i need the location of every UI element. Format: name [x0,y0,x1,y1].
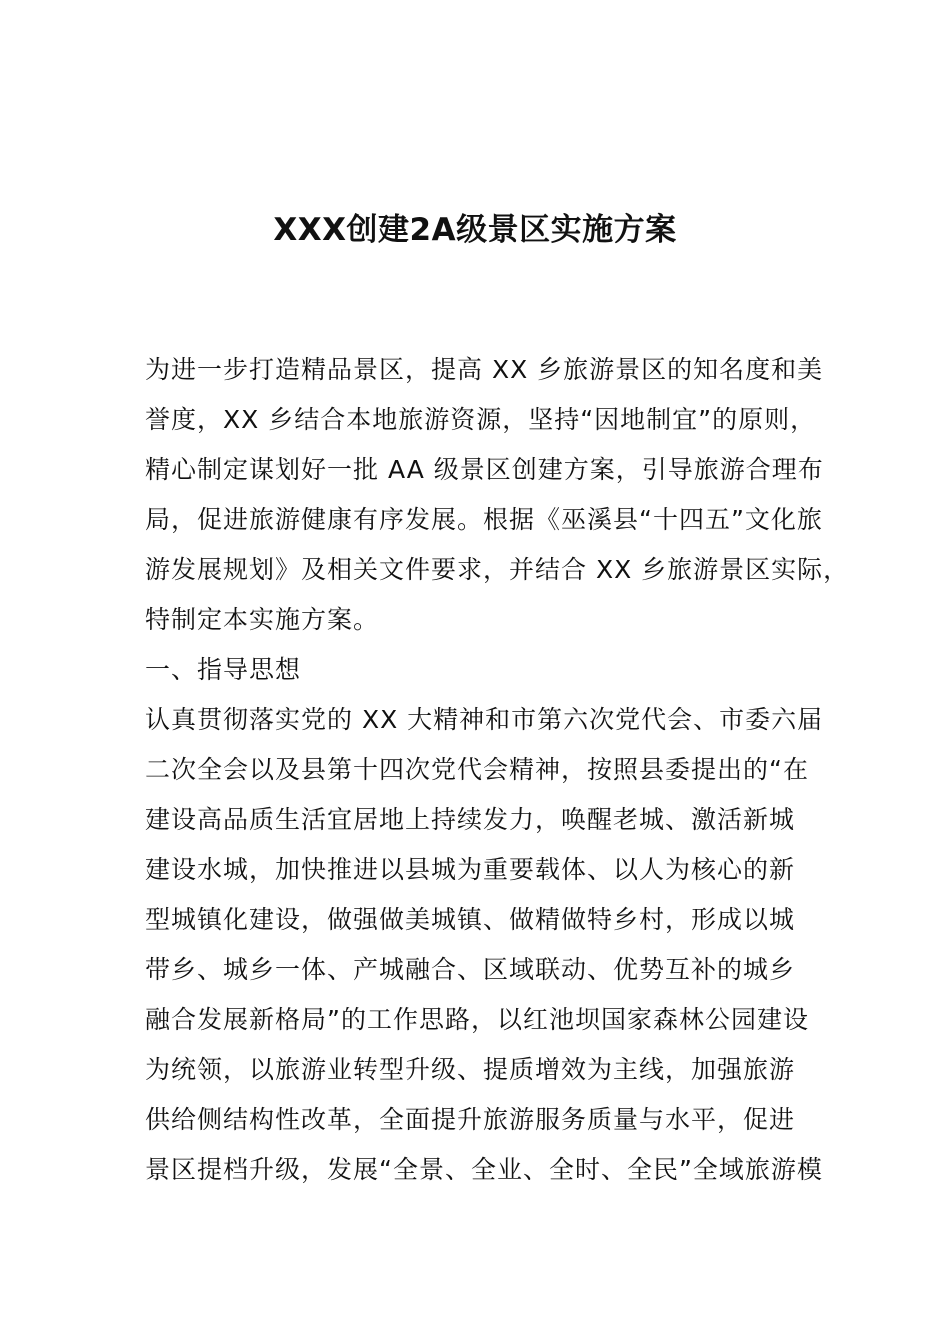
body-line: 游发展规划》及相关文件要求，并结合 XX 乡旅游景区实际， [145,555,850,584]
body-line: 精心制定谋划好一批 AA 级景区创建方案，引导旅游合理布 [145,455,824,484]
body-line: 二次全会以及县第十四次党代会精神，按照县委提出的“在 [145,755,809,784]
body-line: 带乡、城乡一体、产城融合、区域联动、优势互补的城乡 [145,955,796,984]
body-line: 誉度，XX 乡结合本地旅游资源，坚持“因地制宜”的原则， [145,405,817,434]
section-heading: 一、指导思想 [145,655,302,684]
body-line: 型城镇化建设，做强做美城镇、做精做特乡村，形成以城 [145,905,796,934]
body-line: 特制定本实施方案。 [145,605,380,634]
body-line: 景区提档升级，发展“全景、全业、全时、全民”全域旅游模 [145,1155,823,1184]
body-line: 融合发展新格局”的工作思路，以红池坝国家森林公园建设 [145,1005,809,1034]
body-line: 建设高品质生活宜居地上持续发力，唤醒老城、激活新城 [145,805,796,834]
document-body [145,345,850,1195]
body-line: 供给侧结构性改革，全面提升旅游服务质量与水平，促进 [145,1105,796,1134]
body-line: 建设水城，加快推进以县城为重要载体、以人为核心的新 [145,855,796,884]
body-line: 局，促进旅游健康有序发展。根据《巫溪县“十四五”文化旅 [145,505,823,534]
body-line: 认真贯彻落实党的 XX 大精神和市第六次党代会、市委六届 [145,705,824,734]
document-title: XXX创建2A级景区实施方案 [273,212,677,248]
body-line: 为进一步打造精品景区，提高 XX 乡旅游景区的知名度和美 [145,355,824,384]
body-line: 为统领，以旅游业转型升级、提质增效为主线，加强旅游 [145,1055,796,1084]
